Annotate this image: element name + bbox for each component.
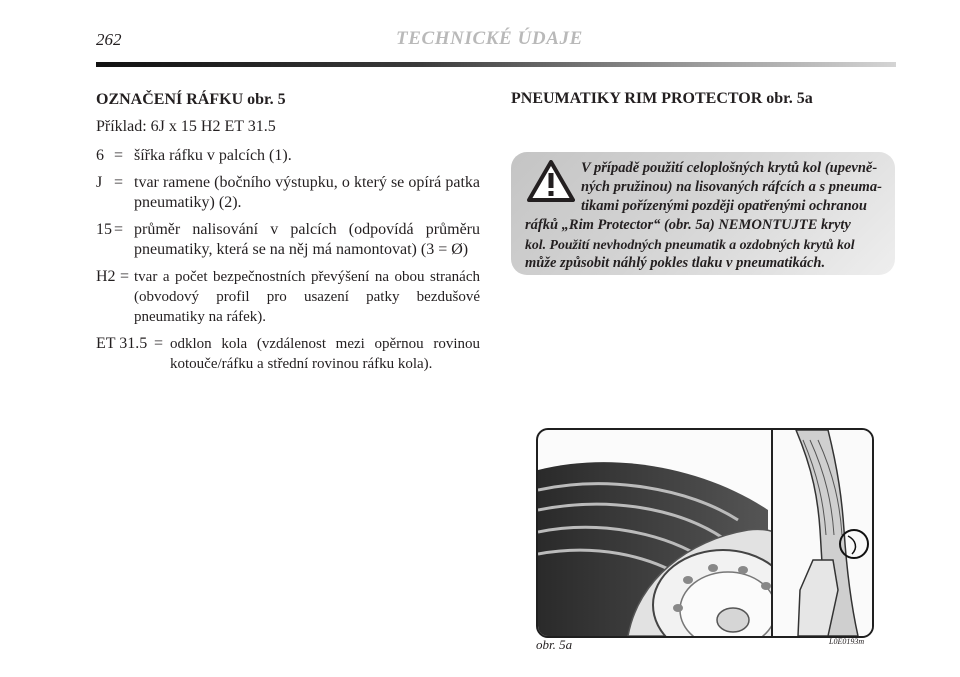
rim-protector-heading: PNEUMATIKY RIM PROTECTOR obr. 5a <box>511 90 813 107</box>
definition-key: 15 <box>96 221 112 238</box>
definition-text: odklon kola (vzdálenost mezi opěrnou rovinou kotouče/ráfku a střední rovinou ráfku kola). <box>170 336 480 372</box>
definition-equals: = <box>114 221 124 238</box>
definition-key: ET 31.5 <box>96 335 148 352</box>
definition-key: J <box>96 174 103 191</box>
running-title: TECHNICKÉ ÚDAJE <box>396 28 583 49</box>
definition-equals: = <box>120 268 130 285</box>
rim-marking-section <box>96 90 480 381</box>
tire-illustration <box>536 428 874 638</box>
figure-caption: obr. 5a <box>536 637 573 652</box>
page-number: 262 <box>96 30 122 49</box>
definition-equals: = <box>114 147 124 164</box>
definition-item <box>96 220 480 260</box>
definition-text: průměr nalisování v palcích (odpovídá průměru pneumatiky, která se na něj má namontovat) (3 = Ø) <box>134 221 480 258</box>
warning-text-line: ráfků „Rim Protector“ (obr. 5a) NEMONTUJTE kryty <box>525 217 851 233</box>
rim-marking-heading: OZNAČENÍ RÁFKU obr. 5 <box>96 91 286 108</box>
rim-marking-example: Příklad: 6J x 15 H2 ET 31.5 <box>96 118 276 135</box>
definition-item <box>96 334 480 374</box>
definition-equals: = <box>154 335 164 352</box>
definition-key: 6 <box>96 147 104 164</box>
warning-triangle-icon <box>527 160 575 202</box>
definition-text: tvar a počet bezpečnostních převýšení na obou stranách (obvodový profil pro usazení patky bezdušové pneumatiky na ráfek). <box>134 269 480 325</box>
warning-text-line: V případě použití celoplošných krytů kol (upevně- <box>581 160 878 176</box>
warning-text-line: může způsobit náhlý pokles tlaku v pneumatikách. <box>525 255 826 271</box>
definition-key: H2 <box>96 268 116 285</box>
definition-text: šířka ráfku v palcích (1). <box>134 147 292 164</box>
figure-code: L0E0193m <box>829 637 865 646</box>
warning-box <box>511 152 895 275</box>
definition-text: tvar ramene (bočního výstupku, o který se opírá patka pneumatiky) (2). <box>134 174 480 211</box>
rim-protector-tire-drawing <box>538 430 872 636</box>
warning-text-line: tikami pořízenými později opatřenými ochranou <box>581 198 867 214</box>
warning-text-line: ných pružinou) na lisovaných ráfcích a s pneuma- <box>581 179 882 195</box>
warning-text-line: kol. Použití nevhodných pneumatik a ozdobných krytů kol <box>525 237 855 252</box>
definition-item <box>96 173 480 213</box>
definition-item <box>96 146 480 166</box>
definition-item <box>96 267 480 327</box>
definition-equals: = <box>114 174 124 191</box>
header-rule <box>96 62 896 67</box>
